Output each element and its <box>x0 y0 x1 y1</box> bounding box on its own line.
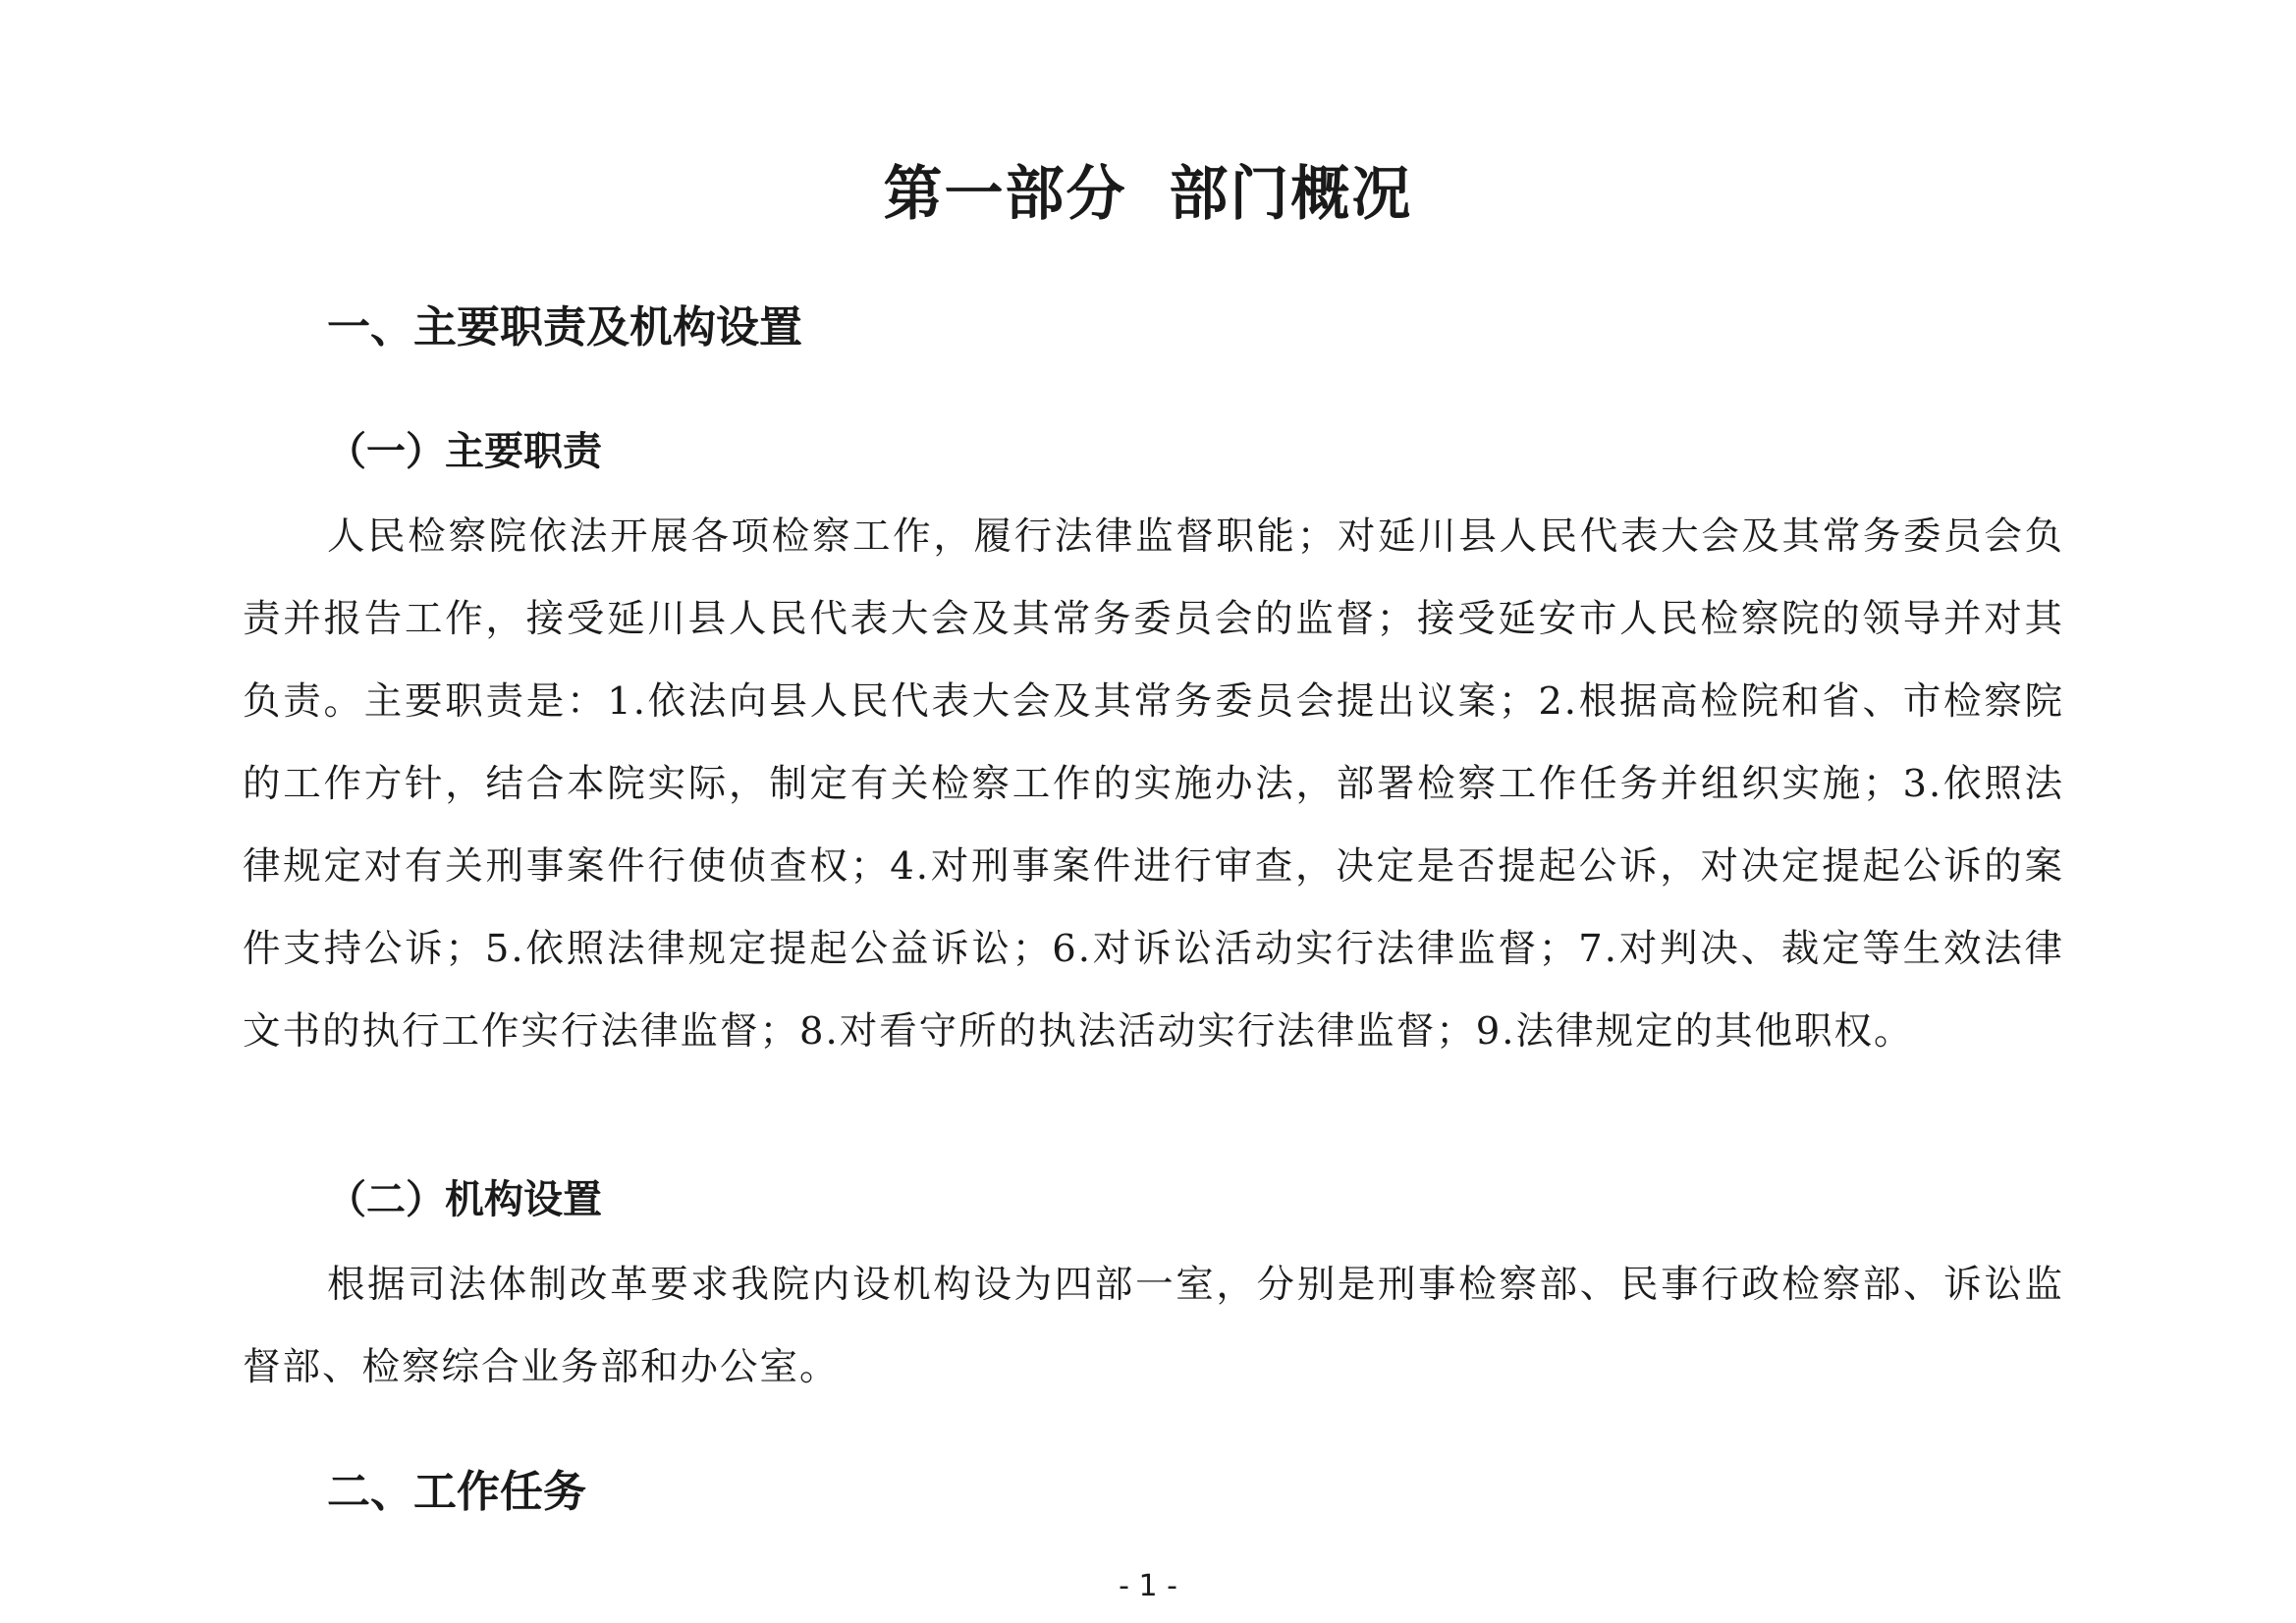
page-title: 第一部分 部门概况 <box>883 160 1413 229</box>
subsection-heading-main-duties: （一）主要职责 <box>327 428 602 474</box>
subsection-heading-organization: （二）机构设置 <box>327 1176 602 1222</box>
page-number: - 1 - <box>1119 1569 1177 1603</box>
main-duties-paragraph: 人民检察院依法开展各项检察工作，履行法律监督职能；对延川县人民代表大会及其常务委员会负责并报告工作，接受延川县人民代表大会及其常务委员会的监督；接受延安市人民检察院的领导并对其负责。主要职责是：1.依法向县人民代表大会及其常务委员会提出议案；2.根据高检院和省、市检察院的工作方针，结合本院实际，制定有关检察工作的实施办法，部署检察工作任务并组织实施；3.依照法律规定对有关刑事案件行使侦查权；4.对刑事案件进行审查，决定是否提起公诉，对决定提起公诉的案件支持公诉；5.依照法律规定提起公益诉讼；6.对诉讼活动实行法律监督；7.对判决、裁定等生效法律文书的执行工作实行法律监督；8.对看守所的执法活动实行法律监督；9.法律规定的其他职权。 <box>243 514 2064 1054</box>
organization-paragraph: 根据司法体制改革要求我院内设机构设为四部一室，分别是刑事检察部、民事行政检察部、诉讼监督部、检察综合业务部和办公室。 <box>243 1263 2064 1389</box>
section-heading-work-tasks: 二、工作任务 <box>327 1467 586 1517</box>
section-heading-duties-structure: 一、主要职责及机构设置 <box>327 302 802 352</box>
